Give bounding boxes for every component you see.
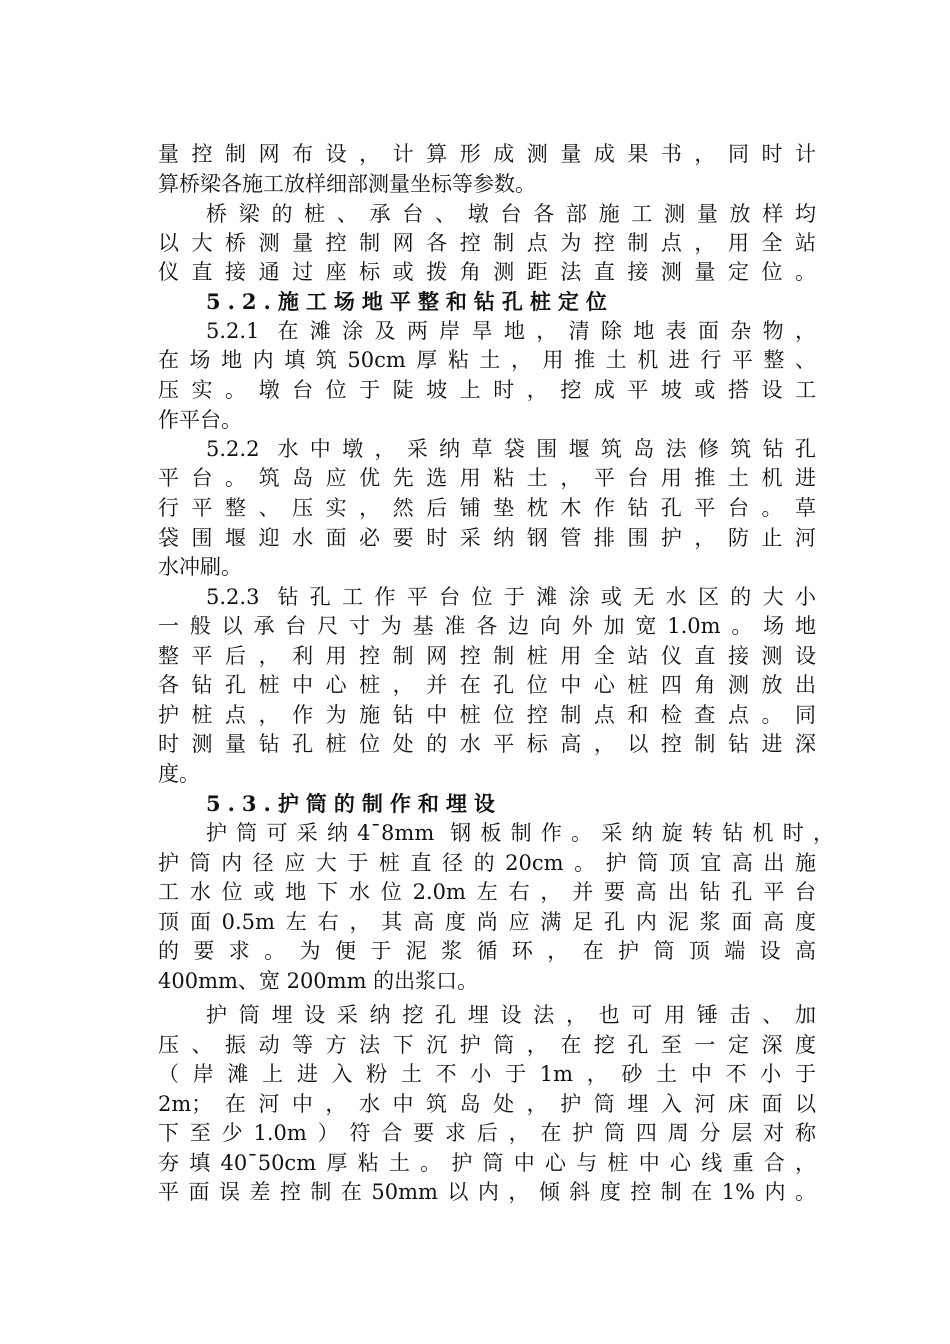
text-line: 的要求。为便于泥浆循环，在护筒顶端设高	[158, 939, 816, 963]
text-line: （岸滩上进入粉土不小于1m，砂土中不小于	[158, 1062, 816, 1086]
text-line: 度。	[158, 762, 200, 786]
text-line: 400mm、宽 200mm 的出浆口。	[158, 969, 479, 993]
text-line: 压实。墩台位于陡坡上时，挖成平坡或搭设工	[158, 378, 816, 402]
text-line: 5.2.1 在滩涂及两岸旱地，清除地表面杂物，	[206, 319, 816, 343]
text-line: 工水位或地下水位2.0m左右，并要高出钻孔平台	[158, 880, 816, 904]
text-line: 袋围堰迎水面必要时采纳钢管排围护，防止河	[158, 526, 816, 550]
text-line: 护桩点，作为施钻中桩位控制点和检查点。同	[158, 703, 816, 727]
text-line: 5.2.3 钻孔工作平台位于滩涂或无水区的大小	[206, 585, 816, 609]
text-line: 桥梁的桩、承台、墩台各部施工测量放样均	[206, 202, 816, 226]
text-line: 算桥梁各施工放样细部测量坐标等参数。	[158, 172, 536, 196]
text-line: 作平台。	[158, 408, 242, 432]
text-line: 平台。筑岛应优先选用粘土，平台用推土机进	[158, 466, 816, 490]
text-line: 在场地内填筑50cm厚粘土，用推土机进行平整、	[158, 348, 816, 372]
text-line: 以大桥测量控制网各控制点为控制点，用全站	[158, 231, 816, 255]
text-line: 护筒内径应大于桩直径的20cm。护筒顶宜高出施	[158, 851, 816, 875]
text-line: 5.2.2 水中墩，采纳草袋围堰筑岛法修筑钻孔	[206, 437, 816, 461]
text-line: 整平后，利用控制网控制桩用全站仪直接测设	[158, 644, 816, 668]
text-line: 量控制网布设，计算形成测量成果书，同时计	[158, 142, 816, 166]
section-heading: 5.2.施工场地平整和钻孔桩定位	[206, 289, 614, 314]
text-line: 夯填40¯50cm厚粘土。护筒中心与桩中心线重合，	[158, 1151, 816, 1175]
text-line: 护筒埋设采纳挖孔埋设法，也可用锤击、加	[206, 1003, 816, 1027]
text-line: 水冲刷。	[158, 555, 242, 579]
text-line: 护筒可采纳4¯8mm 钢板制作。采纳旋转钻机时，	[206, 821, 834, 845]
text-line: 仪直接通过座标或拨角测距法直接测量定位。	[158, 260, 816, 284]
section-heading: 5.3.护筒的制作和埋设	[206, 791, 502, 816]
text-line: 行平整、压实，然后铺垫枕木作钻孔平台。草	[158, 496, 816, 520]
text-line: 顶面0.5m左右，其高度尚应满足孔内泥浆面高度	[158, 910, 816, 934]
text-line: 下至少1.0m）符合要求后，在护筒四周分层对称	[158, 1121, 816, 1145]
text-line: 2m；在河中，水中筑岛处，护筒埋入河床面以	[158, 1092, 816, 1116]
text-line: 平面误差控制在50mm以内，倾斜度控制在1%内。	[158, 1180, 816, 1204]
text-line: 一般以承台尺寸为基准各边向外加宽1.0m。场地	[158, 614, 816, 638]
text-line: 各钻孔桩中心桩，并在孔位中心桩四角测放出	[158, 673, 816, 697]
text-line: 压、振动等方法下沉护筒，在挖孔至一定深度	[158, 1033, 816, 1057]
text-line: 时测量钻孔桩位处的水平标高，以控制钻进深	[158, 732, 816, 756]
